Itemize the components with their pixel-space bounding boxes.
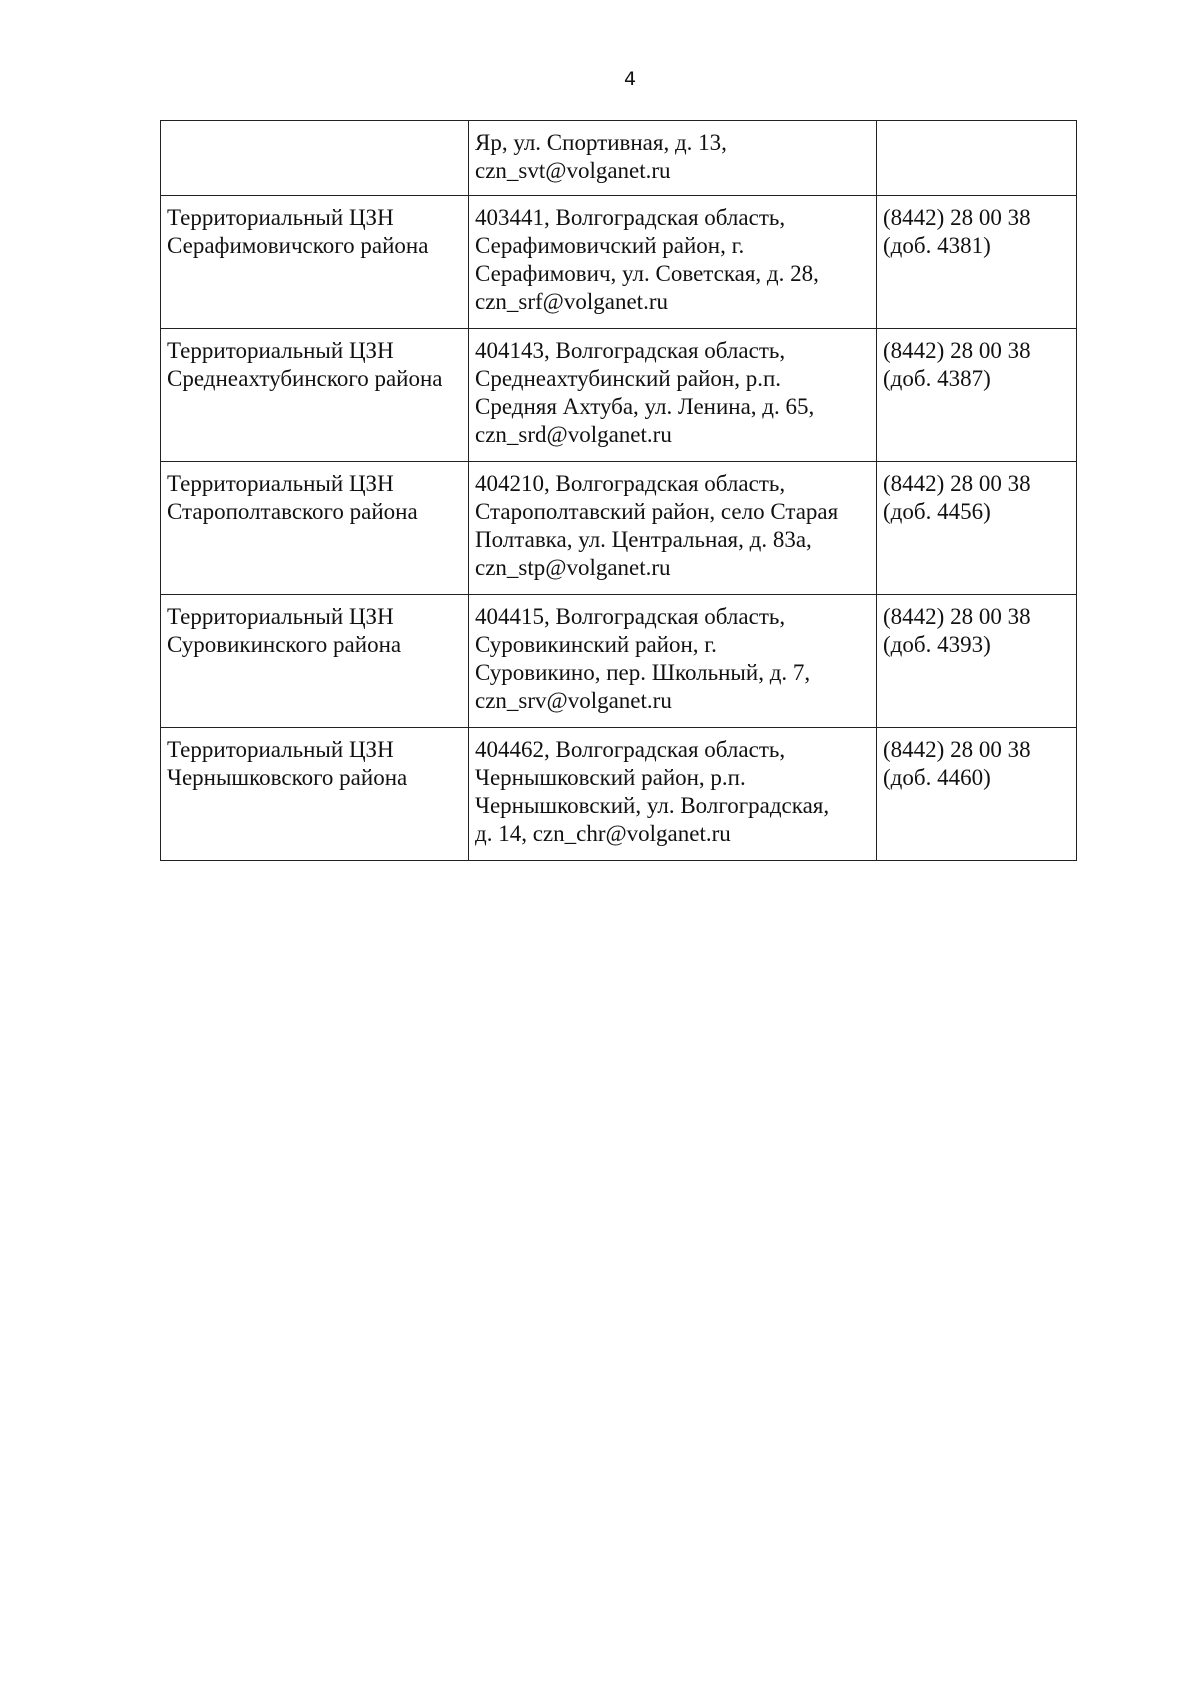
employment-centers-table (160, 120, 1077, 861)
page-number: 4 (623, 68, 637, 90)
phone-extension: (доб. 4381) (883, 233, 991, 258)
phone-number: (8442) 28 00 38 (883, 604, 1031, 629)
address-email: czn_srd@volganet.ru (475, 422, 672, 447)
office-district-line: Чернышковского района (167, 765, 408, 790)
address-line: 404143, Волгоградская область, (475, 338, 786, 363)
address-line: Яр, ул. Спортивная, д. 13, (475, 130, 727, 155)
office-name-cell (161, 728, 469, 861)
address-line: Чернышковский район, р.п. (475, 765, 746, 790)
address-line: 404210, Волгоградская область, (475, 471, 786, 496)
office-district-line: Старополтавского района (167, 499, 418, 524)
office-address-cell (469, 329, 877, 462)
address-email: czn_srf@volganet.ru (475, 289, 668, 314)
address-line: 403441, Волгоградская область, (475, 205, 786, 230)
office-name-line: Территориальный ЦЗН (167, 737, 394, 762)
phone-number: (8442) 28 00 38 (883, 205, 1031, 230)
address-email: czn_stp@volganet.ru (475, 555, 671, 580)
table-row (161, 121, 1077, 196)
office-phone-cell (877, 595, 1077, 728)
office-name-line: Территориальный ЦЗН (167, 338, 394, 363)
address-email: czn_srv@volganet.ru (475, 688, 672, 713)
office-name-cell (161, 196, 469, 329)
address-line: Суровикино, пер. Школьный, д. 7, (475, 660, 811, 685)
office-name-cell (161, 329, 469, 462)
office-name-cell (161, 595, 469, 728)
office-address-cell (469, 595, 877, 728)
address-line: Чернышковский, ул. Волгоградская, (475, 793, 830, 818)
table-row (161, 595, 1077, 728)
address-email: д. 14, czn_chr@volganet.ru (475, 821, 731, 846)
office-phone-cell (877, 329, 1077, 462)
office-district-line: Суровикинского района (167, 632, 402, 657)
phone-extension: (доб. 4456) (883, 499, 991, 524)
table-row (161, 728, 1077, 861)
office-phone-cell (877, 728, 1077, 861)
table-row (161, 196, 1077, 329)
phone-number: (8442) 28 00 38 (883, 737, 1031, 762)
office-address-cell (469, 121, 877, 196)
table-row (161, 462, 1077, 595)
office-district-line: Серафимовичского района (167, 233, 429, 258)
phone-extension: (доб. 4460) (883, 765, 991, 790)
address-line: Старополтавский район, село Старая (475, 499, 839, 524)
address-line: 404415, Волгоградская область, (475, 604, 786, 629)
office-phone-cell (877, 462, 1077, 595)
office-name-cell (161, 462, 469, 595)
phone-number: (8442) 28 00 38 (883, 338, 1031, 363)
address-line: Средняя Ахтуба, ул. Ленина, д. 65, (475, 394, 815, 419)
address-line: Серафимовичский район, г. (475, 233, 745, 258)
phone-extension: (доб. 4393) (883, 632, 991, 657)
office-address-cell (469, 462, 877, 595)
office-phone-cell (877, 196, 1077, 329)
address-email: czn_svt@volganet.ru (475, 158, 671, 183)
phone-number: (8442) 28 00 38 (883, 471, 1031, 496)
office-address-cell (469, 196, 877, 329)
address-line: Серафимович, ул. Советская, д. 28, (475, 261, 819, 286)
office-district-line: Среднеахтубинского района (167, 366, 443, 391)
office-name-line: Территориальный ЦЗН (167, 205, 394, 230)
table-row (161, 329, 1077, 462)
phone-extension: (доб. 4387) (883, 366, 991, 391)
address-line: Среднеахтубинский район, р.п. (475, 366, 782, 391)
office-name-line: Территориальный ЦЗН (167, 471, 394, 496)
office-phone-cell (877, 121, 1077, 196)
office-name-line: Территориальный ЦЗН (167, 604, 394, 629)
address-line: Полтавка, ул. Центральная, д. 83а, (475, 527, 812, 552)
office-address-cell (469, 728, 877, 861)
address-line: 404462, Волгоградская область, (475, 737, 786, 762)
address-line: Суровикинский район, г. (475, 632, 717, 657)
office-name-cell (161, 121, 469, 196)
